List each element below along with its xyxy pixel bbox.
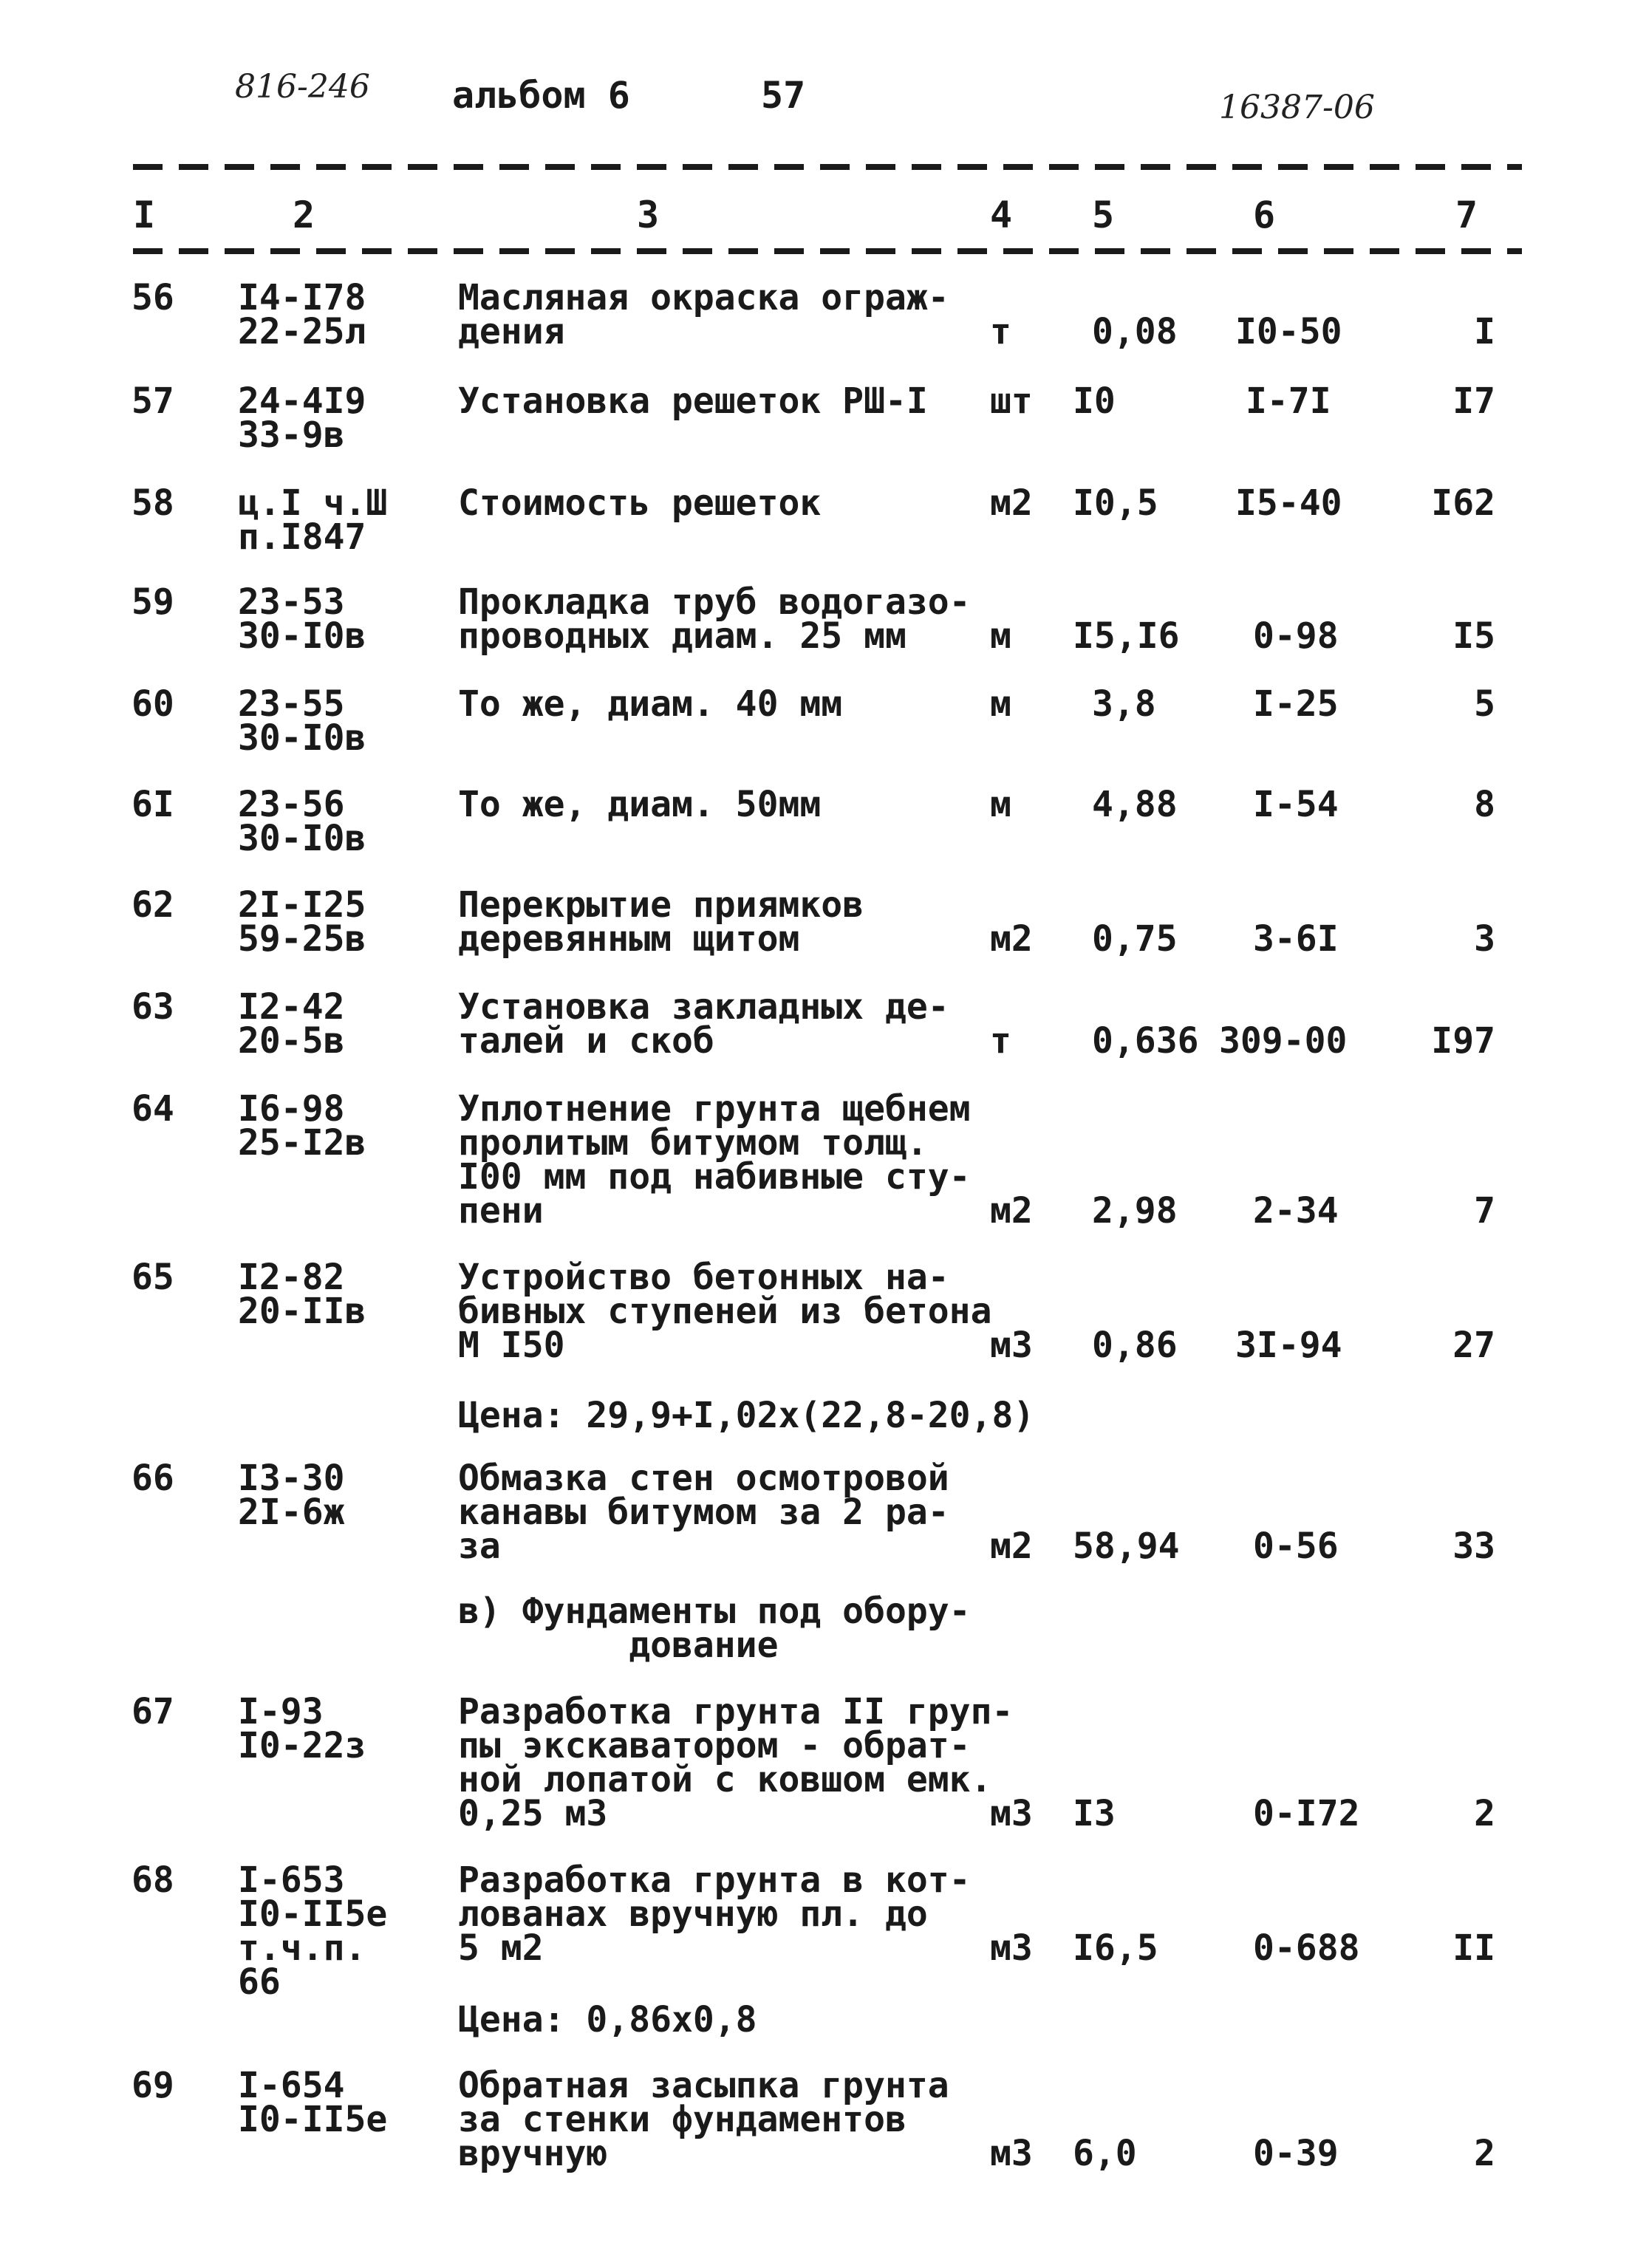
- quantity: 6,0: [1073, 2133, 1137, 2174]
- quantity: 0,86: [1092, 1325, 1178, 1366]
- column-number-2: 2: [293, 194, 315, 236]
- total: II: [1452, 1927, 1495, 1969]
- row-number: 57: [132, 380, 174, 422]
- work-description: Обмазка стен осмотровой канавы битумом за 2 ра- за: [458, 1458, 949, 1567]
- work-description: Перекрытие приямков деревянным щитом: [458, 884, 864, 960]
- row-number: 62: [132, 884, 174, 926]
- norm-code: I3-30 2I-6ж: [238, 1458, 345, 1533]
- total: 7: [1474, 1190, 1495, 1232]
- price-note-65: Цена: 29,9+I,02х(22,8-20,8): [458, 1395, 1035, 1436]
- unit: м3: [990, 1793, 1033, 1834]
- quantity: I6,5: [1073, 1927, 1158, 1969]
- column-number-5: 5: [1092, 194, 1115, 236]
- quantity: 0,636: [1092, 1020, 1199, 1062]
- quantity: I0,5: [1073, 482, 1158, 524]
- handwritten-number-left: 816-246: [235, 68, 370, 106]
- unit-price: 3I-94: [1235, 1325, 1342, 1366]
- quantity: 4,88: [1092, 784, 1178, 825]
- quantity: I0: [1073, 380, 1116, 422]
- quantity: I3: [1073, 1793, 1116, 1834]
- section-heading: в) Фундаменты под обору- дование: [458, 1591, 971, 1666]
- row-number: 59: [132, 581, 174, 623]
- work-description: Разработка грунта в кот- лованах вручную пл. до 5 м2: [458, 1859, 971, 1969]
- norm-code: I-93 I0-22з: [238, 1691, 366, 1766]
- norm-code: I2-42 20-5в: [238, 986, 345, 1062]
- row-number: 65: [132, 1257, 174, 1298]
- unit-price: I5-40: [1235, 482, 1342, 524]
- row-number: 67: [132, 1691, 174, 1732]
- row-number: 60: [132, 683, 174, 725]
- quantity: 2,98: [1092, 1190, 1178, 1232]
- total: I: [1474, 311, 1495, 352]
- unit-price: 3-6I: [1253, 918, 1339, 960]
- work-description: Устройство бетонных на- бивных ступеней из бетона М I50: [458, 1257, 992, 1366]
- unit-price: 2-34: [1253, 1190, 1339, 1232]
- work-description: То же, диам. 50мм: [458, 784, 822, 825]
- unit: м2: [990, 918, 1033, 960]
- norm-code: ц.I ч.Ш п.I847: [238, 482, 388, 558]
- work-description: То же, диам. 40 мм: [458, 683, 843, 725]
- work-description: Обратная засыпка грунта за стенки фундаментов вручную: [458, 2065, 949, 2174]
- unit: м3: [990, 1325, 1033, 1366]
- unit-price: 0-98: [1253, 615, 1339, 657]
- total: 33: [1452, 1526, 1495, 1567]
- row-number: 68: [132, 1859, 174, 1901]
- unit: м: [990, 615, 1011, 657]
- row-number: 69: [132, 2065, 174, 2106]
- total: 8: [1474, 784, 1495, 825]
- quantity: I5,I6: [1073, 615, 1180, 657]
- work-description: Разработка грунта II груп- пы экскаватором - обрат- ной лопатой с ковшом емк. 0,25 м3: [458, 1691, 1014, 1834]
- quantity: 58,94: [1073, 1526, 1180, 1567]
- row-number: 66: [132, 1458, 174, 1499]
- work-description: Установка решеток РШ-I: [458, 380, 928, 422]
- norm-code: I4-I78 22-25л: [238, 277, 366, 352]
- unit-price: 0-39: [1253, 2133, 1339, 2174]
- total: 3: [1474, 918, 1495, 960]
- unit: м2: [990, 482, 1033, 524]
- column-number-7: 7: [1455, 194, 1478, 236]
- price-note-68: Цена: 0,86х0,8: [458, 1999, 757, 2040]
- total: 2: [1474, 2133, 1495, 2174]
- work-description: Установка закладных де- талей и скоб: [458, 986, 949, 1062]
- unit-price: 0-56: [1253, 1526, 1339, 1567]
- page-number: 57: [761, 74, 806, 117]
- quantity: 0,75: [1092, 918, 1178, 960]
- column-number-4: 4: [990, 194, 1013, 236]
- norm-code: 24-4I9 33-9в: [238, 380, 366, 456]
- norm-code: 2I-I25 59-25в: [238, 884, 366, 960]
- total: I7: [1452, 380, 1495, 422]
- row-number: 63: [132, 986, 174, 1028]
- unit-price: I-7I: [1246, 380, 1331, 422]
- unit: м3: [990, 2133, 1033, 2174]
- total: I97: [1431, 1020, 1495, 1062]
- unit-price: 309-00: [1219, 1020, 1348, 1062]
- norm-code: I-653 I0-II5е т.ч.п. 66: [238, 1859, 388, 2003]
- unit: м3: [990, 1927, 1033, 1969]
- unit: м2: [990, 1526, 1033, 1567]
- unit: т: [990, 1020, 1011, 1062]
- work-description: Уплотнение грунта щебнем пролитым битумом толщ. I00 мм под набивные сту- пени: [458, 1088, 971, 1232]
- total: 5: [1474, 683, 1495, 725]
- norm-code: I2-82 20-IIв: [238, 1257, 366, 1332]
- unit-price: I-54: [1253, 784, 1339, 825]
- total: I5: [1452, 615, 1495, 657]
- work-description: Масляная окраска ограж- дения: [458, 277, 949, 352]
- column-number-3: 3: [637, 194, 660, 236]
- row-number: 56: [132, 277, 174, 318]
- column-number-1: I: [133, 194, 156, 236]
- unit-price: I-25: [1253, 683, 1339, 725]
- top-dashed-rule: [133, 164, 1522, 170]
- unit: м2: [990, 1190, 1033, 1232]
- unit-price: 0-688: [1253, 1927, 1360, 1969]
- row-number: 64: [132, 1088, 174, 1130]
- unit-price: 0-I72: [1253, 1793, 1360, 1834]
- norm-code: 23-56 30-I0в: [238, 784, 366, 859]
- handwritten-number-right: 16387-06: [1219, 89, 1375, 126]
- total: 27: [1452, 1325, 1495, 1366]
- norm-code: 23-53 30-I0в: [238, 581, 366, 657]
- unit: м: [990, 784, 1011, 825]
- album-label: альбом 6: [452, 74, 630, 117]
- norm-code: I6-98 25-I2в: [238, 1088, 366, 1164]
- unit-price: I0-50: [1235, 311, 1342, 352]
- norm-code: I-654 I0-II5е: [238, 2065, 388, 2140]
- quantity: 3,8: [1092, 683, 1156, 725]
- unit: м: [990, 683, 1011, 725]
- header-dashed-rule: [133, 248, 1522, 254]
- work-description: Прокладка труб водогазо- проводных диам. 25 мм: [458, 581, 971, 657]
- column-number-6: 6: [1253, 194, 1276, 236]
- quantity: 0,08: [1092, 311, 1178, 352]
- norm-code: 23-55 30-I0в: [238, 683, 366, 759]
- total: I62: [1431, 482, 1495, 524]
- work-description: Стоимость решеток: [458, 482, 822, 524]
- row-number: 6I: [132, 784, 174, 825]
- row-number: 58: [132, 482, 174, 524]
- unit: т: [990, 311, 1011, 352]
- unit: шт: [990, 380, 1033, 422]
- total: 2: [1474, 1793, 1495, 1834]
